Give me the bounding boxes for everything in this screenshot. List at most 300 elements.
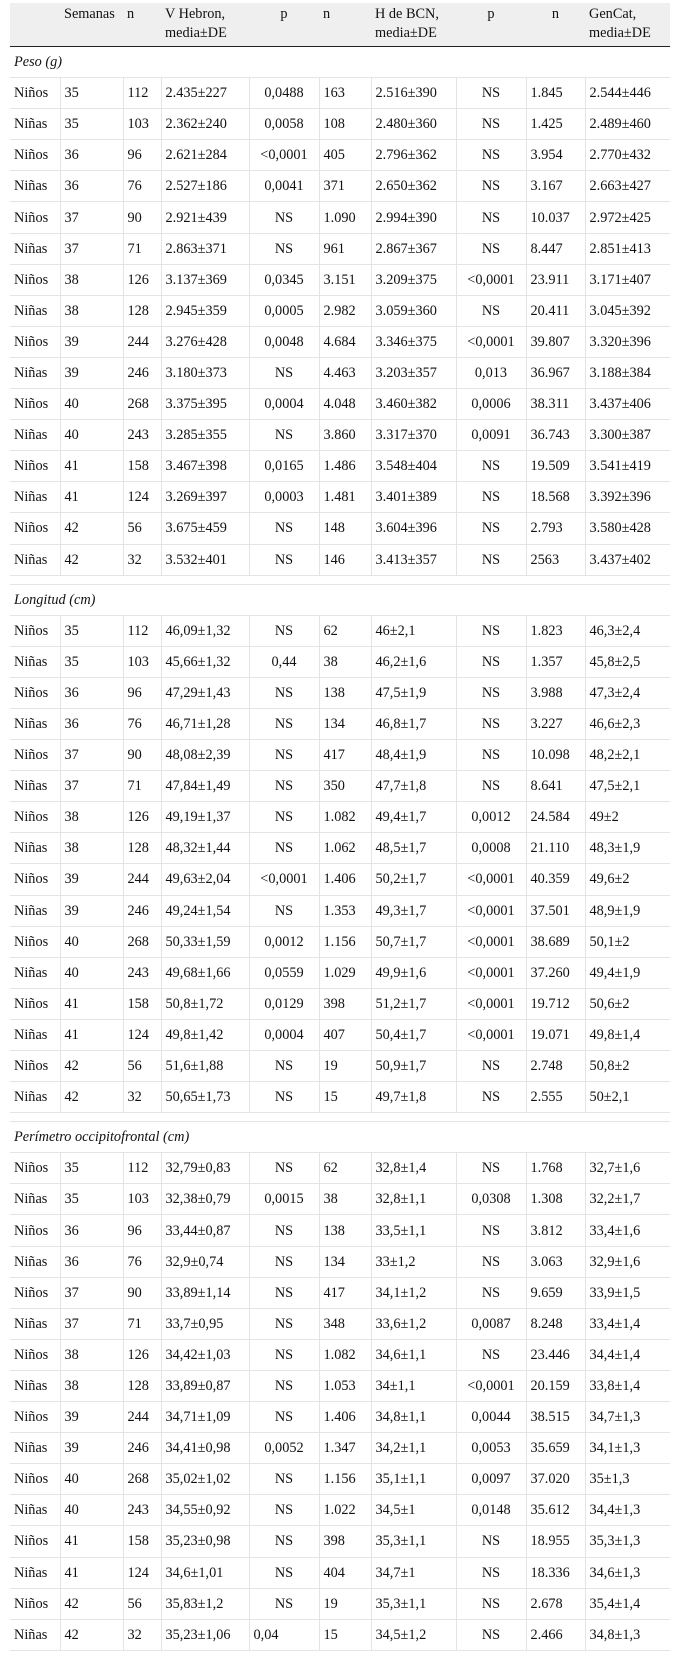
- cell-n-gencat: 1.845: [526, 78, 585, 109]
- cell-n-gencat: 10.037: [526, 202, 585, 233]
- cell-n-gencat: 37.260: [526, 957, 585, 988]
- cell-gencat-value: 2.663±427: [585, 171, 670, 202]
- cell-n-gencat: 2.555: [526, 1082, 585, 1113]
- cell-sex: Niñas: [10, 1308, 60, 1339]
- table-row: [10, 864, 670, 895]
- cell-semanas: 35: [60, 109, 123, 140]
- cell-p-vhebron: 0,0052: [249, 1433, 319, 1464]
- section-header-row: [10, 47, 670, 78]
- cell-n-vhebron: 268: [123, 1464, 161, 1495]
- cell-n-vhebron: 56: [123, 1588, 161, 1619]
- cell-p-hbcn: 0,0008: [456, 833, 526, 864]
- cell-vhebron-value: 34,71±1,09: [161, 1402, 249, 1433]
- cell-semanas: 41: [60, 988, 123, 1019]
- cell-p-hbcn: 0,0087: [456, 1308, 526, 1339]
- table-row: [10, 420, 670, 451]
- cell-gencat-value: 32,7±1,6: [585, 1153, 670, 1184]
- table-row: [10, 1526, 670, 1557]
- cell-semanas: 39: [60, 1402, 123, 1433]
- cell-gencat-value: 46,6±2,3: [585, 708, 670, 739]
- cell-hbcn-value: 49,7±1,8: [371, 1082, 456, 1113]
- cell-n-gencat: 3.812: [526, 1215, 585, 1246]
- cell-vhebron-value: 49,24±1,54: [161, 895, 249, 926]
- cell-semanas: 36: [60, 708, 123, 739]
- cell-n-gencat: 39.807: [526, 326, 585, 357]
- table-row: [10, 646, 670, 677]
- cell-p-hbcn: NS: [456, 1082, 526, 1113]
- cell-vhebron-value: 51,6±1,88: [161, 1051, 249, 1082]
- cell-p-vhebron: NS: [249, 1215, 319, 1246]
- cell-n-gencat: 24.584: [526, 802, 585, 833]
- cell-gencat-value: 3.320±396: [585, 326, 670, 357]
- cell-hbcn-value: 3.203±357: [371, 357, 456, 388]
- cell-p-hbcn: NS: [456, 171, 526, 202]
- header-row: [10, 3, 670, 47]
- cell-n-gencat: 3.063: [526, 1246, 585, 1277]
- section-header-row: [10, 584, 670, 615]
- cell-n-hbcn: 371: [319, 171, 371, 202]
- header-p-1: p: [280, 6, 288, 22]
- cell-sex: Niños: [10, 1526, 60, 1557]
- cell-vhebron-value: 49,8±1,42: [161, 1019, 249, 1050]
- cell-p-hbcn: NS: [456, 233, 526, 264]
- cell-n-vhebron: 32: [123, 544, 161, 575]
- spacer-cell: [10, 1113, 670, 1122]
- cell-sex: Niños: [10, 988, 60, 1019]
- cell-hbcn-value: 2.994±390: [371, 202, 456, 233]
- header-n-gencat: n: [551, 6, 560, 22]
- cell-n-gencat: 23.446: [526, 1339, 585, 1370]
- cell-n-gencat: 35.612: [526, 1495, 585, 1526]
- cell-semanas: 42: [60, 1051, 123, 1082]
- cell-hbcn-value: 48,4±1,9: [371, 740, 456, 771]
- cell-semanas: 36: [60, 171, 123, 202]
- cell-p-hbcn: 0,0308: [456, 1184, 526, 1215]
- cell-n-vhebron: 128: [123, 295, 161, 326]
- cell-p-vhebron: 0,04: [249, 1619, 319, 1650]
- cell-p-vhebron: <0,0001: [249, 140, 319, 171]
- cell-n-vhebron: 76: [123, 171, 161, 202]
- cell-semanas: 39: [60, 864, 123, 895]
- cell-n-vhebron: 96: [123, 140, 161, 171]
- header-sex: [10, 3, 60, 47]
- cell-n-vhebron: 103: [123, 109, 161, 140]
- cell-n-gencat: 23.911: [526, 264, 585, 295]
- cell-p-hbcn: NS: [456, 109, 526, 140]
- cell-gencat-value: 2.972±425: [585, 202, 670, 233]
- cell-p-hbcn: 0,0006: [456, 389, 526, 420]
- table-row: [10, 171, 670, 202]
- cell-sex: Niñas: [10, 895, 60, 926]
- cell-n-hbcn: 38: [319, 646, 371, 677]
- table-row: [10, 1051, 670, 1082]
- cell-n-gencat: 2.748: [526, 1051, 585, 1082]
- cell-n-hbcn: 1.082: [319, 802, 371, 833]
- header-p-2: p: [487, 6, 495, 22]
- cell-n-gencat: 36.743: [526, 420, 585, 451]
- cell-semanas: 42: [60, 1619, 123, 1650]
- cell-vhebron-value: 2.921±439: [161, 202, 249, 233]
- cell-hbcn-value: 35,3±1,1: [371, 1588, 456, 1619]
- cell-n-hbcn: 1.156: [319, 926, 371, 957]
- cell-sex: Niños: [10, 1153, 60, 1184]
- cell-gencat-value: 33,9±1,5: [585, 1277, 670, 1308]
- cell-n-vhebron: 71: [123, 233, 161, 264]
- cell-p-hbcn: <0,0001: [456, 1370, 526, 1401]
- cell-n-vhebron: 128: [123, 833, 161, 864]
- cell-semanas: 38: [60, 1339, 123, 1370]
- cell-p-hbcn: NS: [456, 677, 526, 708]
- cell-n-vhebron: 124: [123, 1019, 161, 1050]
- cell-hbcn-value: 34,1±1,2: [371, 1277, 456, 1308]
- cell-gencat-value: 47,5±2,1: [585, 771, 670, 802]
- cell-semanas: 39: [60, 1433, 123, 1464]
- cell-hbcn-value: 34,7±1: [371, 1557, 456, 1588]
- cell-p-vhebron: 0,0012: [249, 926, 319, 957]
- cell-vhebron-value: 32,38±0,79: [161, 1184, 249, 1215]
- cell-semanas: 37: [60, 740, 123, 771]
- cell-p-hbcn: NS: [456, 1246, 526, 1277]
- cell-p-vhebron: 0,0129: [249, 988, 319, 1019]
- table-row: [10, 451, 670, 482]
- cell-n-gencat: 8.641: [526, 771, 585, 802]
- cell-hbcn-value: 33,5±1,1: [371, 1215, 456, 1246]
- header-gencat-line1: GenCat,: [589, 6, 637, 22]
- cell-gencat-value: 48,3±1,9: [585, 833, 670, 864]
- cell-p-vhebron: 0,44: [249, 646, 319, 677]
- cell-n-vhebron: 243: [123, 957, 161, 988]
- cell-sex: Niñas: [10, 1557, 60, 1588]
- cell-hbcn-value: 3.413±357: [371, 544, 456, 575]
- cell-vhebron-value: 47,84±1,49: [161, 771, 249, 802]
- cell-n-hbcn: 1.029: [319, 957, 371, 988]
- cell-n-hbcn: 1.062: [319, 833, 371, 864]
- cell-semanas: 37: [60, 233, 123, 264]
- cell-sex: Niñas: [10, 1495, 60, 1526]
- table-row: [10, 833, 670, 864]
- cell-sex: Niñas: [10, 957, 60, 988]
- cell-gencat-value: 34,6±1,3: [585, 1557, 670, 1588]
- cell-hbcn-value: 2.796±362: [371, 140, 456, 171]
- cell-vhebron-value: 35,23±1,06: [161, 1619, 249, 1650]
- cell-gencat-value: 34,4±1,4: [585, 1339, 670, 1370]
- cell-vhebron-value: 32,79±0,83: [161, 1153, 249, 1184]
- cell-n-vhebron: 158: [123, 451, 161, 482]
- cell-gencat-value: 3.045±392: [585, 295, 670, 326]
- cell-n-vhebron: 96: [123, 1215, 161, 1246]
- cell-n-vhebron: 112: [123, 1153, 161, 1184]
- cell-semanas: 40: [60, 420, 123, 451]
- cell-semanas: 35: [60, 646, 123, 677]
- table-row: [10, 1557, 670, 1588]
- cell-semanas: 37: [60, 202, 123, 233]
- cell-n-gencat: 10.098: [526, 740, 585, 771]
- cell-semanas: 39: [60, 895, 123, 926]
- cell-n-hbcn: 398: [319, 988, 371, 1019]
- cell-p-vhebron: NS: [249, 833, 319, 864]
- cell-n-vhebron: 103: [123, 646, 161, 677]
- cell-gencat-value: 2.489±460: [585, 109, 670, 140]
- cell-n-vhebron: 243: [123, 1495, 161, 1526]
- cell-sex: Niñas: [10, 1370, 60, 1401]
- cell-p-vhebron: NS: [249, 615, 319, 646]
- cell-vhebron-value: 34,55±0,92: [161, 1495, 249, 1526]
- header-hbcn: [371, 3, 456, 47]
- cell-hbcn-value: 46±2,1: [371, 615, 456, 646]
- cell-n-hbcn: 3.860: [319, 420, 371, 451]
- cell-vhebron-value: 47,29±1,43: [161, 677, 249, 708]
- cell-gencat-value: 33,8±1,4: [585, 1370, 670, 1401]
- cell-semanas: 37: [60, 1277, 123, 1308]
- cell-n-vhebron: 90: [123, 202, 161, 233]
- cell-p-vhebron: NS: [249, 1277, 319, 1308]
- cell-sex: Niños: [10, 264, 60, 295]
- cell-p-hbcn: NS: [456, 1619, 526, 1650]
- cell-gencat-value: 35±1,3: [585, 1464, 670, 1495]
- cell-n-vhebron: 244: [123, 326, 161, 357]
- cell-sex: Niñas: [10, 233, 60, 264]
- cell-sex: Niñas: [10, 1433, 60, 1464]
- cell-hbcn-value: 2.516±390: [371, 78, 456, 109]
- cell-gencat-value: 34,1±1,3: [585, 1433, 670, 1464]
- cell-sex: Niñas: [10, 1619, 60, 1650]
- cell-gencat-value: 49,4±1,9: [585, 957, 670, 988]
- cell-semanas: 35: [60, 615, 123, 646]
- header-gencat: [585, 3, 670, 47]
- table-row: [10, 513, 670, 544]
- cell-p-hbcn: <0,0001: [456, 1019, 526, 1050]
- cell-p-vhebron: NS: [249, 420, 319, 451]
- cell-p-vhebron: NS: [249, 708, 319, 739]
- cell-n-vhebron: 126: [123, 1339, 161, 1370]
- cell-n-hbcn: 1.347: [319, 1433, 371, 1464]
- cell-vhebron-value: 50,33±1,59: [161, 926, 249, 957]
- cell-n-hbcn: 1.156: [319, 1464, 371, 1495]
- table-row: [10, 1339, 670, 1370]
- table-row: [10, 78, 670, 109]
- cell-gencat-value: 50,1±2: [585, 926, 670, 957]
- cell-sex: Niñas: [10, 708, 60, 739]
- cell-p-hbcn: NS: [456, 202, 526, 233]
- cell-gencat-value: 47,3±2,4: [585, 677, 670, 708]
- cell-n-hbcn: 38: [319, 1184, 371, 1215]
- cell-n-vhebron: 56: [123, 513, 161, 544]
- cell-sex: Niñas: [10, 1246, 60, 1277]
- cell-semanas: 42: [60, 1588, 123, 1619]
- cell-p-vhebron: NS: [249, 1557, 319, 1588]
- cell-vhebron-value: 48,08±2,39: [161, 740, 249, 771]
- cell-gencat-value: 34,8±1,3: [585, 1619, 670, 1650]
- cell-gencat-value: 50±2,1: [585, 1082, 670, 1113]
- cell-n-gencat: 8.248: [526, 1308, 585, 1339]
- cell-sex: Niños: [10, 677, 60, 708]
- cell-p-vhebron: NS: [249, 771, 319, 802]
- cell-n-gencat: 2.678: [526, 1588, 585, 1619]
- cell-n-vhebron: 71: [123, 1308, 161, 1339]
- cell-n-gencat: 37.501: [526, 895, 585, 926]
- cell-sex: Niñas: [10, 357, 60, 388]
- cell-vhebron-value: 34,42±1,03: [161, 1339, 249, 1370]
- cell-p-vhebron: 0,0488: [249, 78, 319, 109]
- cell-p-hbcn: NS: [456, 1215, 526, 1246]
- cell-gencat-value: 32,9±1,6: [585, 1246, 670, 1277]
- cell-n-hbcn: 348: [319, 1308, 371, 1339]
- cell-sex: Niñas: [10, 420, 60, 451]
- cell-semanas: 41: [60, 1526, 123, 1557]
- cell-n-gencat: 2563: [526, 544, 585, 575]
- cell-n-vhebron: 124: [123, 482, 161, 513]
- cell-sex: Niñas: [10, 109, 60, 140]
- cell-p-hbcn: NS: [456, 646, 526, 677]
- table-row: [10, 482, 670, 513]
- cell-semanas: 42: [60, 1082, 123, 1113]
- cell-n-hbcn: 62: [319, 1153, 371, 1184]
- cell-hbcn-value: 35,3±1,1: [371, 1526, 456, 1557]
- cell-vhebron-value: 2.945±359: [161, 295, 249, 326]
- table-row: [10, 1082, 670, 1113]
- cell-p-hbcn: NS: [456, 1051, 526, 1082]
- cell-vhebron-value: 33,44±0,87: [161, 1215, 249, 1246]
- cell-hbcn-value: 34,5±1: [371, 1495, 456, 1526]
- cell-hbcn-value: 2.867±367: [371, 233, 456, 264]
- cell-vhebron-value: 3.467±398: [161, 451, 249, 482]
- cell-n-hbcn: 417: [319, 1277, 371, 1308]
- cell-gencat-value: 49±2: [585, 802, 670, 833]
- cell-n-gencat: 3.227: [526, 708, 585, 739]
- cell-n-gencat: 40.359: [526, 864, 585, 895]
- cell-p-hbcn: <0,0001: [456, 957, 526, 988]
- cell-p-hbcn: <0,0001: [456, 264, 526, 295]
- cell-sex: Niños: [10, 1277, 60, 1308]
- cell-n-vhebron: 32: [123, 1619, 161, 1650]
- cell-n-vhebron: 268: [123, 926, 161, 957]
- cell-hbcn-value: 3.401±389: [371, 482, 456, 513]
- cell-n-hbcn: 2.982: [319, 295, 371, 326]
- table-row: [10, 1588, 670, 1619]
- cell-n-gencat: 2.466: [526, 1619, 585, 1650]
- table-row: [10, 109, 670, 140]
- cell-sex: Niñas: [10, 1082, 60, 1113]
- cell-n-hbcn: 15: [319, 1082, 371, 1113]
- cell-sex: Niños: [10, 1464, 60, 1495]
- cell-vhebron-value: 48,32±1,44: [161, 833, 249, 864]
- growth-reference-table: [10, 3, 670, 1651]
- cell-n-hbcn: 4.463: [319, 357, 371, 388]
- cell-n-hbcn: 138: [319, 677, 371, 708]
- cell-sex: Niños: [10, 326, 60, 357]
- cell-hbcn-value: 49,4±1,7: [371, 802, 456, 833]
- cell-gencat-value: 35,4±1,4: [585, 1588, 670, 1619]
- cell-hbcn-value: 49,3±1,7: [371, 895, 456, 926]
- cell-n-gencat: 1.308: [526, 1184, 585, 1215]
- cell-semanas: 37: [60, 1308, 123, 1339]
- cell-hbcn-value: 3.059±360: [371, 295, 456, 326]
- cell-sex: Niños: [10, 802, 60, 833]
- cell-semanas: 40: [60, 926, 123, 957]
- cell-p-vhebron: NS: [249, 202, 319, 233]
- cell-hbcn-value: 47,5±1,9: [371, 677, 456, 708]
- cell-semanas: 39: [60, 357, 123, 388]
- cell-p-vhebron: NS: [249, 1051, 319, 1082]
- cell-p-hbcn: <0,0001: [456, 926, 526, 957]
- cell-gencat-value: 45,8±2,5: [585, 646, 670, 677]
- cell-hbcn-value: 3.317±370: [371, 420, 456, 451]
- cell-n-hbcn: 1.053: [319, 1370, 371, 1401]
- cell-sex: Niños: [10, 140, 60, 171]
- cell-semanas: 35: [60, 78, 123, 109]
- cell-n-hbcn: 417: [319, 740, 371, 771]
- cell-semanas: 40: [60, 389, 123, 420]
- cell-n-gencat: 19.509: [526, 451, 585, 482]
- header-gencat-line2: media±DE: [589, 25, 651, 41]
- cell-n-hbcn: 138: [319, 1215, 371, 1246]
- cell-gencat-value: 48,9±1,9: [585, 895, 670, 926]
- cell-n-gencat: 37.020: [526, 1464, 585, 1495]
- cell-n-hbcn: 350: [319, 771, 371, 802]
- cell-semanas: 38: [60, 833, 123, 864]
- cell-n-hbcn: 19: [319, 1051, 371, 1082]
- cell-n-gencat: 38.515: [526, 1402, 585, 1433]
- cell-p-hbcn: 0,0044: [456, 1402, 526, 1433]
- cell-n-gencat: 20.411: [526, 295, 585, 326]
- cell-hbcn-value: 49,9±1,6: [371, 957, 456, 988]
- cell-hbcn-value: 32,8±1,4: [371, 1153, 456, 1184]
- cell-vhebron-value: 2.527±186: [161, 171, 249, 202]
- cell-gencat-value: 3.437±406: [585, 389, 670, 420]
- cell-gencat-value: 3.188±384: [585, 357, 670, 388]
- table-row: [10, 1184, 670, 1215]
- cell-gencat-value: 3.300±387: [585, 420, 670, 451]
- cell-n-hbcn: 398: [319, 1526, 371, 1557]
- cell-hbcn-value: 46,8±1,7: [371, 708, 456, 739]
- cell-hbcn-value: 34,5±1,2: [371, 1619, 456, 1650]
- section-title: Longitud (cm): [10, 584, 670, 615]
- cell-n-gencat: 38.311: [526, 389, 585, 420]
- table-row: [10, 1308, 670, 1339]
- cell-semanas: 42: [60, 544, 123, 575]
- cell-hbcn-value: 2.480±360: [371, 109, 456, 140]
- cell-vhebron-value: 3.269±397: [161, 482, 249, 513]
- cell-n-vhebron: 103: [123, 1184, 161, 1215]
- cell-p-hbcn: NS: [456, 295, 526, 326]
- cell-p-vhebron: 0,0345: [249, 264, 319, 295]
- cell-n-hbcn: 1.406: [319, 864, 371, 895]
- cell-p-hbcn: NS: [456, 771, 526, 802]
- cell-hbcn-value: 33±1,2: [371, 1246, 456, 1277]
- cell-sex: Niños: [10, 615, 60, 646]
- cell-p-vhebron: 0,0005: [249, 295, 319, 326]
- cell-vhebron-value: 2.863±371: [161, 233, 249, 264]
- cell-hbcn-value: 34,2±1,1: [371, 1433, 456, 1464]
- cell-gencat-value: 33,4±1,4: [585, 1308, 670, 1339]
- cell-p-hbcn: NS: [456, 140, 526, 171]
- cell-hbcn-value: 32,8±1,1: [371, 1184, 456, 1215]
- cell-hbcn-value: 50,2±1,7: [371, 864, 456, 895]
- cell-vhebron-value: 49,19±1,37: [161, 802, 249, 833]
- cell-hbcn-value: 33,6±1,2: [371, 1308, 456, 1339]
- table-row: [10, 1277, 670, 1308]
- cell-semanas: 40: [60, 1495, 123, 1526]
- cell-p-hbcn: 0,013: [456, 357, 526, 388]
- cell-p-vhebron: NS: [249, 1082, 319, 1113]
- cell-n-gencat: 19.071: [526, 1019, 585, 1050]
- cell-n-vhebron: 96: [123, 677, 161, 708]
- cell-gencat-value: 3.392±396: [585, 482, 670, 513]
- cell-gencat-value: 3.171±407: [585, 264, 670, 295]
- cell-vhebron-value: 3.675±459: [161, 513, 249, 544]
- cell-vhebron-value: 49,63±2,04: [161, 864, 249, 895]
- cell-vhebron-value: 3.137±369: [161, 264, 249, 295]
